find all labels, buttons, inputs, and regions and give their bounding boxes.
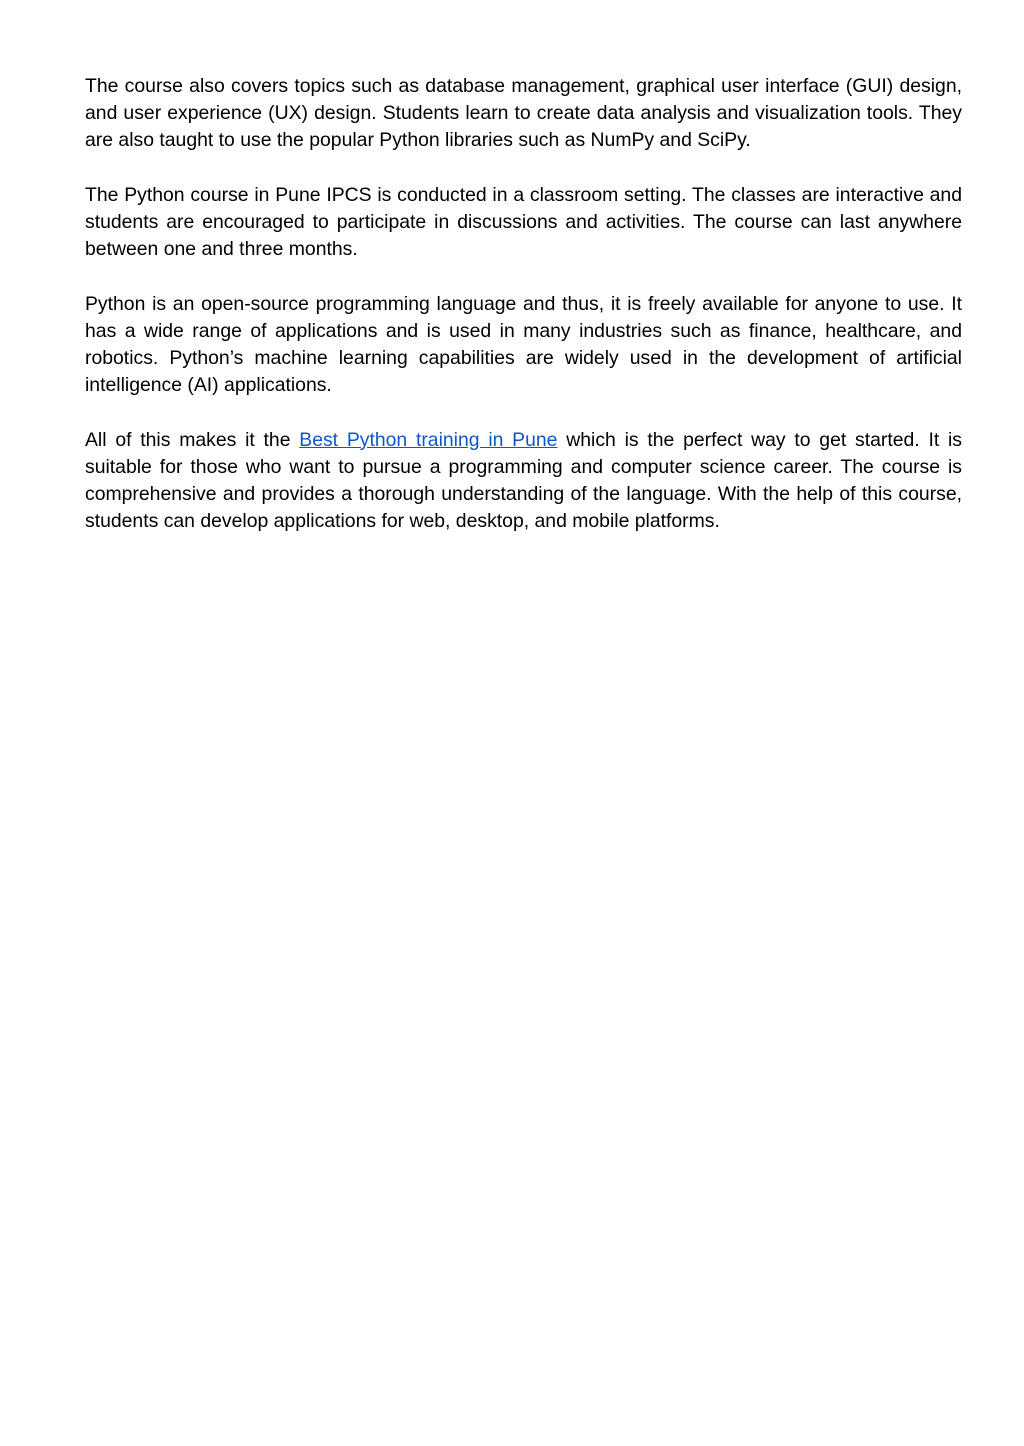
paragraph-course-topics: The course also covers topics such as database management, graphical user interface (GUI) design, and user experience (UX) design. Students learn to create data analysis and visualization tools. They are also taught to use the popular Python libraries such as NumPy and SciPy.	[85, 75, 962, 152]
paragraph-conclusion	[85, 427, 962, 536]
conclusion-text-before-link: All of this makes it the	[85, 428, 300, 451]
conclusion-text-after-link: which is the perfect way to get started. It is suitable for those who want to pursue a programming and computer science career. The course is comprehensive and provides a thorough understanding of the language. With the help of this course, students can develop applications for web, desktop, and mobile platforms.	[85, 428, 963, 533]
best-python-training-link[interactable]: Best Python training in Pune	[299, 428, 558, 451]
document-page	[85, 73, 962, 563]
paragraph-classroom-setting: The Python course in Pune IPCS is conducted in a classroom setting. The classes are interactive and students are encouraged to participate in discussions and activities. The course can last anywhere between one and three months.	[85, 183, 962, 261]
paragraph-python-overview: Python is an open-source programming language and thus, it is freely available for anyone to use. It has a wide range of applications and is used in many industries such as finance, healthcare, and robotics. Python’s machine learning capabilities are widely used in the development of artificial intelligence (AI) applications.	[85, 292, 962, 397]
